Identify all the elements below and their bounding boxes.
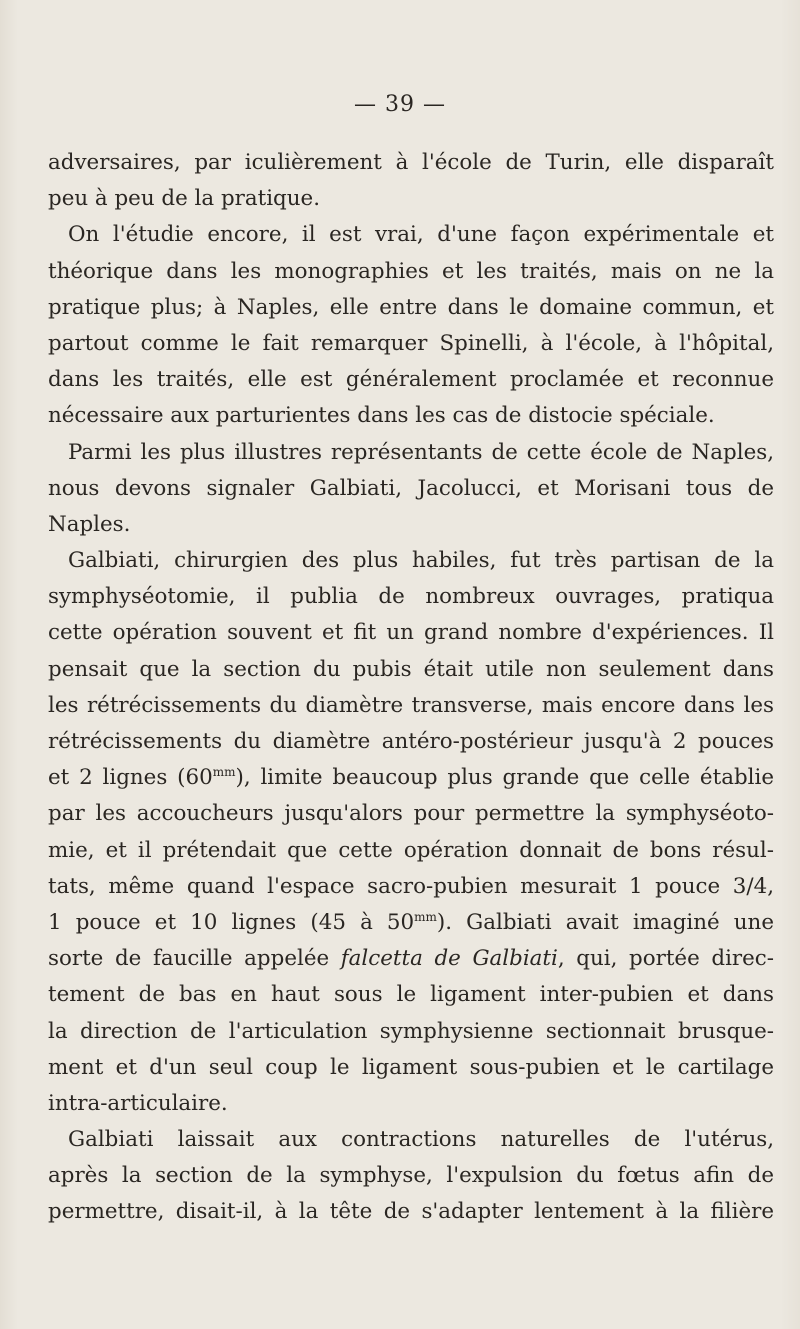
text-line: 1 pouce et 10 lignes (45 à $50^{mm}$). Galbiati avait imaginé une	[48, 909, 774, 935]
text-line: symphyséotomie, il publia de nombreux ouvrages, pratiqua	[48, 584, 774, 610]
text-line: adversaires, par iculièrement à l'école de Turin, elle disparaît	[48, 150, 774, 175]
text-line: cette opération souvent et fit un grand nombre d'expériences. Il	[48, 620, 774, 646]
text-line: pensait que la section du pubis était utile non seulement dans	[48, 656, 774, 682]
text-line: ment et d'un seul coup le ligament sous-pubien et le cartilage	[48, 1054, 774, 1080]
text-line: par les accoucheurs jusqu'alors pour permettre la symphyséoto-	[48, 801, 774, 827]
italic-term: falcetta de Galbiati	[340, 946, 558, 972]
text-line: théorique dans les monographies et les traités, mais on ne la	[48, 258, 774, 284]
text-line: Galbiati laissait aux contractions naturelles de l'utérus,	[68, 1127, 774, 1153]
text-line: dans les traités, elle est généralement proclamée et reconnue	[48, 367, 774, 393]
text-line: et 2 lignes $(60^{mm})$, limite beaucoup plus grande que celle établie	[48, 765, 774, 791]
text-line: rétrécissements du diamètre antéro-postérieur jusqu'à 2 pouces	[48, 729, 774, 754]
page-number: — 39 —	[354, 92, 446, 117]
text-line: sorte de faucille appelée falcetta de Galbiati, qui, portée direc-	[48, 946, 774, 972]
text-line: On l'étudie encore, il est vrai, d'une façon expérimentale et	[68, 222, 774, 248]
text-line: intra-articulaire.	[48, 1090, 228, 1116]
text-line: Galbiati, chirurgien des plus habiles, fut très partisan de la	[68, 548, 774, 574]
text-line: tement de bas en haut sous le ligament inter-pubien et dans	[48, 982, 774, 1008]
text-line: après la section de la symphyse, l'expulsion du fœtus afin de	[48, 1163, 774, 1189]
text-line: nous devons signaler Galbiati, Jacolucci, et Morisani tous de	[48, 475, 774, 501]
text-line: mie, et il prétendait que cette opération donnait de bons résul-	[48, 837, 774, 863]
text-line: tats, même quand l'espace sacro-pubien mesurait 1 pouce 3/4,	[48, 873, 774, 899]
text-line: les rétrécissements du diamètre transverse, mais encore dans les	[48, 692, 774, 718]
text-line: peu à peu de la pratique.	[48, 186, 320, 212]
body-text	[48, 145, 774, 1231]
text-line: nécessaire aux parturientes dans les cas de distocie spéciale.	[48, 403, 715, 429]
text-line: partout comme le fait remarquer Spinelli, à l'école, à l'hôpital,	[48, 330, 774, 356]
text-line: permettre, disait-il, à la tête de s'adapter lentement à la filière	[48, 1199, 774, 1225]
text-line: pratique plus; à Naples, elle entre dans le domaine commun, et	[48, 294, 774, 320]
text-line: Naples.	[48, 511, 131, 537]
text-line: Parmi les plus illustres représentants de cette école de Naples,	[68, 439, 774, 465]
text-line: la direction de l'articulation symphysienne sectionnait brusque-	[48, 1018, 774, 1044]
